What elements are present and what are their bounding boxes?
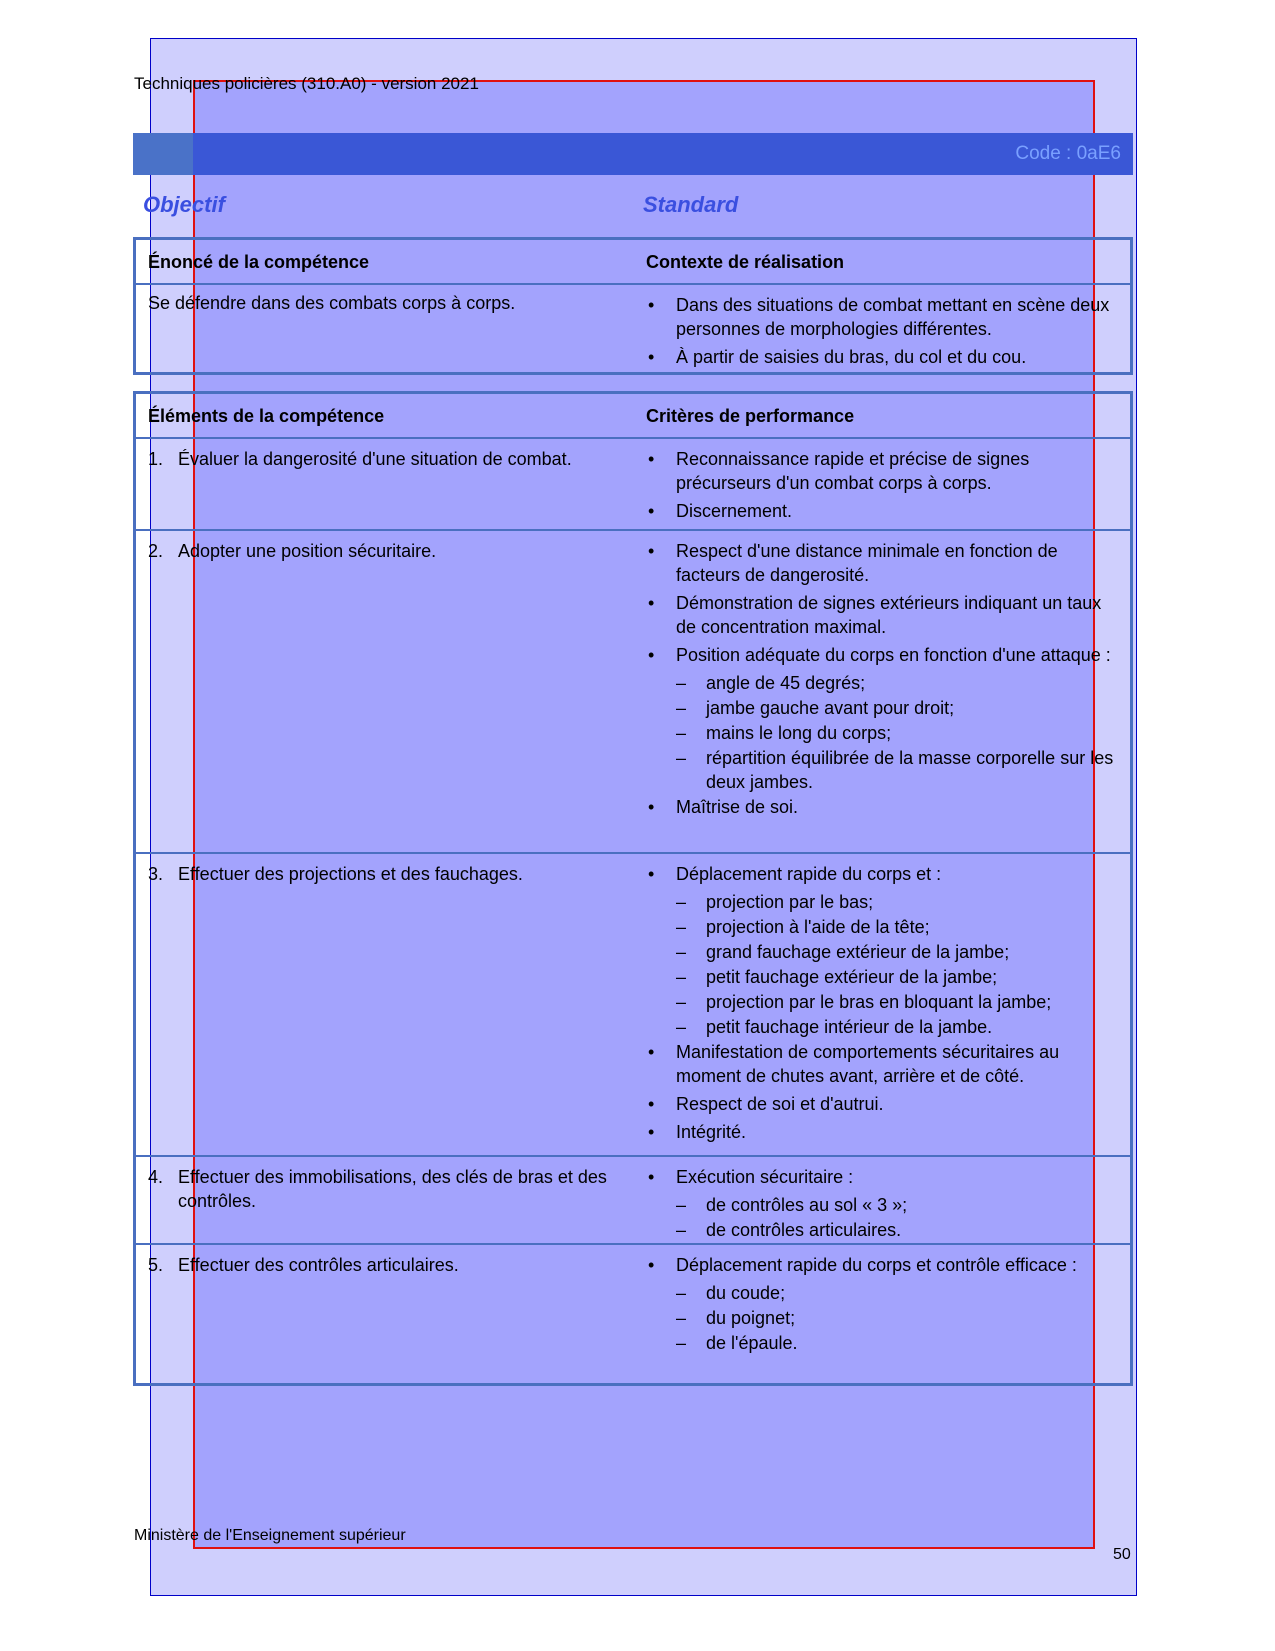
dash-icon: – [676, 967, 687, 987]
criterion-text: Déplacement rapide du corps et : [676, 864, 942, 884]
criteria-header: Critères de performance [646, 406, 855, 426]
element-item [148, 447, 618, 471]
dash-icon: – [676, 892, 687, 912]
bullet-icon: • [648, 797, 655, 817]
statement-header: Énoncé de la compétence [148, 252, 370, 272]
sub-criterion-text: du coude; [706, 1283, 786, 1303]
sub-criterion-text: petit fauchage extérieur de la jambe; [706, 967, 998, 987]
bullet-icon: • [648, 347, 655, 367]
sub-list-item [676, 1193, 1116, 1217]
element-text: Adopter une position sécuritaire. [178, 541, 437, 561]
list-item [646, 1253, 1116, 1277]
sub-list-item [676, 721, 1116, 745]
sub-list-item [676, 965, 1116, 989]
dash-icon: – [676, 1283, 687, 1303]
bullet-icon: • [648, 1255, 655, 1275]
element-cell [148, 447, 618, 471]
criteria-list [646, 539, 1116, 823]
element-item [148, 1165, 618, 1213]
element-number: 4. [148, 1167, 164, 1187]
list-item [646, 499, 1116, 523]
sub-criterion-text: angle de 45 degrés; [706, 673, 866, 693]
element-text: Effectuer des immobilisations, des clés de bras et des contrôles. [178, 1167, 607, 1211]
dash-icon: – [676, 673, 687, 693]
element-item [148, 862, 618, 886]
table-row [136, 283, 1130, 373]
bullet-icon: • [648, 645, 655, 665]
table-header-row [136, 394, 1130, 437]
table-header-row [136, 240, 1130, 283]
code-bar-swatch [133, 133, 193, 175]
dash-icon: – [676, 1220, 687, 1240]
dash-icon: – [676, 942, 687, 962]
standard-heading: Standard [643, 192, 739, 217]
sub-criterion-text: mains le long du corps; [706, 723, 892, 743]
criterion-text: Déplacement rapide du corps et contrôle efficace : [676, 1255, 1077, 1275]
criteria-list [646, 862, 1116, 1148]
sub-criterion-text: projection par le bas; [706, 892, 874, 912]
code-bar [133, 133, 1133, 175]
element-item [148, 539, 618, 563]
sub-list-item [676, 940, 1116, 964]
element-text: Effectuer des projections et des fauchages. [178, 864, 523, 884]
footer-ministry: Ministère de l'Enseignement supérieur [134, 1527, 406, 1544]
bullet-icon: • [648, 1042, 655, 1062]
list-item: • Dans des situations de combat mettant en scène deux personnes de morphologies différentes. [648, 295, 1110, 339]
sub-criterion-text: de contrôles au sol « 3 »; [706, 1195, 908, 1215]
list-item [646, 1120, 1116, 1144]
page-number: 50 [1113, 1546, 1131, 1563]
criterion-text: Maîtrise de soi. [676, 797, 799, 817]
criterion-text: Exécution sécuritaire : [676, 1167, 854, 1187]
bullet-icon: • [648, 593, 655, 613]
table-row [136, 1243, 1130, 1383]
sub-list-item [676, 746, 1116, 794]
dash-icon: – [676, 1017, 687, 1037]
list-item [646, 447, 1116, 495]
list-item [646, 643, 1116, 667]
sub-criterion-text: projection par le bras en bloquant la jambe; [706, 992, 1052, 1012]
table-row [136, 852, 1130, 1155]
element-text: Évaluer la dangerosité d'une situation de combat. [178, 449, 572, 469]
sub-list-item [676, 671, 1116, 695]
table-row [136, 437, 1130, 529]
criteria-list [646, 447, 1116, 527]
list-item [646, 1092, 1116, 1116]
list-item [646, 591, 1116, 639]
sub-list-item [676, 990, 1116, 1014]
elements-header: Éléments de la compétence [148, 406, 385, 426]
running-header: Techniques policières (310.A0) - version 2021 [134, 74, 479, 93]
dash-icon: – [676, 748, 687, 768]
sub-list-item [676, 1218, 1116, 1242]
competency-code: Code : 0aE6 [1015, 143, 1121, 164]
list-item [646, 539, 1116, 587]
sub-criterion-text: projection à l'aide de la tête; [706, 917, 930, 937]
sub-criterion-text: de l'épaule. [706, 1333, 798, 1353]
context-list [646, 293, 1116, 373]
sub-list-item [676, 915, 1116, 939]
sub-list-item [676, 1015, 1116, 1039]
element-cell [148, 862, 618, 886]
bullet-icon: • [648, 295, 655, 315]
bullet-icon: • [648, 1094, 655, 1114]
sub-criterion-text: du poignet; [706, 1308, 796, 1328]
criterion-text: Respect d'une distance minimale en fonction de facteurs de dangerosité. [676, 541, 1058, 585]
table-row [136, 529, 1130, 852]
sub-criterion-text: petit fauchage intérieur de la jambe. [706, 1017, 993, 1037]
criterion-text: Reconnaissance rapide et précise de signes précurseurs d'un combat corps à corps. [676, 449, 1030, 493]
bullet-icon: • [648, 541, 655, 561]
dash-icon: – [676, 1308, 687, 1328]
criterion-text: Intégrité. [676, 1122, 747, 1142]
criterion-text: Position adéquate du corps en fonction d'une attaque : [676, 645, 1111, 665]
criterion-text: Manifestation de comportements sécuritaires au moment de chutes avant, arrière et de côté. [676, 1042, 1060, 1086]
bullet-icon: • [648, 1122, 655, 1142]
bullet-icon: • [648, 1167, 655, 1187]
dash-icon: – [676, 1333, 687, 1353]
competency-elements-table [133, 391, 1133, 1386]
criterion-text: Respect de soi et d'autrui. [676, 1094, 884, 1114]
dash-icon: – [676, 698, 687, 718]
element-cell [148, 539, 618, 563]
sub-criterion-text: grand fauchage extérieur de la jambe; [706, 942, 1010, 962]
list-item [646, 862, 1116, 886]
dash-icon: – [676, 992, 687, 1012]
sub-list-item [676, 1331, 1116, 1355]
context-header: Contexte de réalisation [646, 252, 845, 272]
list-item: • À partir de saisies du bras, du col et du cou. [648, 347, 1027, 367]
table-row [136, 1155, 1130, 1243]
element-number: 1. [148, 449, 164, 469]
sub-list-item [676, 1281, 1116, 1305]
sub-criterion-text: de contrôles articulaires. [706, 1220, 902, 1240]
element-cell [148, 1165, 618, 1213]
criteria-list [646, 1165, 1116, 1243]
dash-icon: – [676, 723, 687, 743]
bullet-icon: • [648, 501, 655, 521]
bullet-icon: • [648, 864, 655, 884]
sub-list-item [676, 696, 1116, 720]
element-number: 3. [148, 864, 164, 884]
element-item [148, 1253, 618, 1277]
sub-criterion-text: jambe gauche avant pour droit; [706, 698, 955, 718]
element-number: 5. [148, 1255, 164, 1275]
element-number: 2. [148, 541, 164, 561]
dash-icon: – [676, 917, 687, 937]
element-text: Effectuer des contrôles articulaires. [178, 1255, 459, 1275]
criteria-list [646, 1253, 1116, 1356]
bullet-icon: • [648, 449, 655, 469]
element-cell [148, 1253, 618, 1277]
criterion-text: Discernement. [676, 501, 793, 521]
dash-icon: – [676, 1195, 687, 1215]
competency-statement: Se défendre dans des combats corps à corps. [148, 293, 516, 313]
list-item [646, 1165, 1116, 1189]
sub-list-item [676, 890, 1116, 914]
list-item [646, 795, 1116, 819]
criterion-text: Démonstration de signes extérieurs indiquant un taux de concentration maximal. [676, 593, 1102, 637]
sub-list-item [676, 1306, 1116, 1330]
sub-criterion-text: répartition équilibrée de la masse corporelle sur les deux jambes. [706, 748, 1114, 792]
objective-heading: Objectif [143, 192, 225, 217]
list-item [646, 1040, 1116, 1088]
competency-statement-table [133, 237, 1133, 375]
